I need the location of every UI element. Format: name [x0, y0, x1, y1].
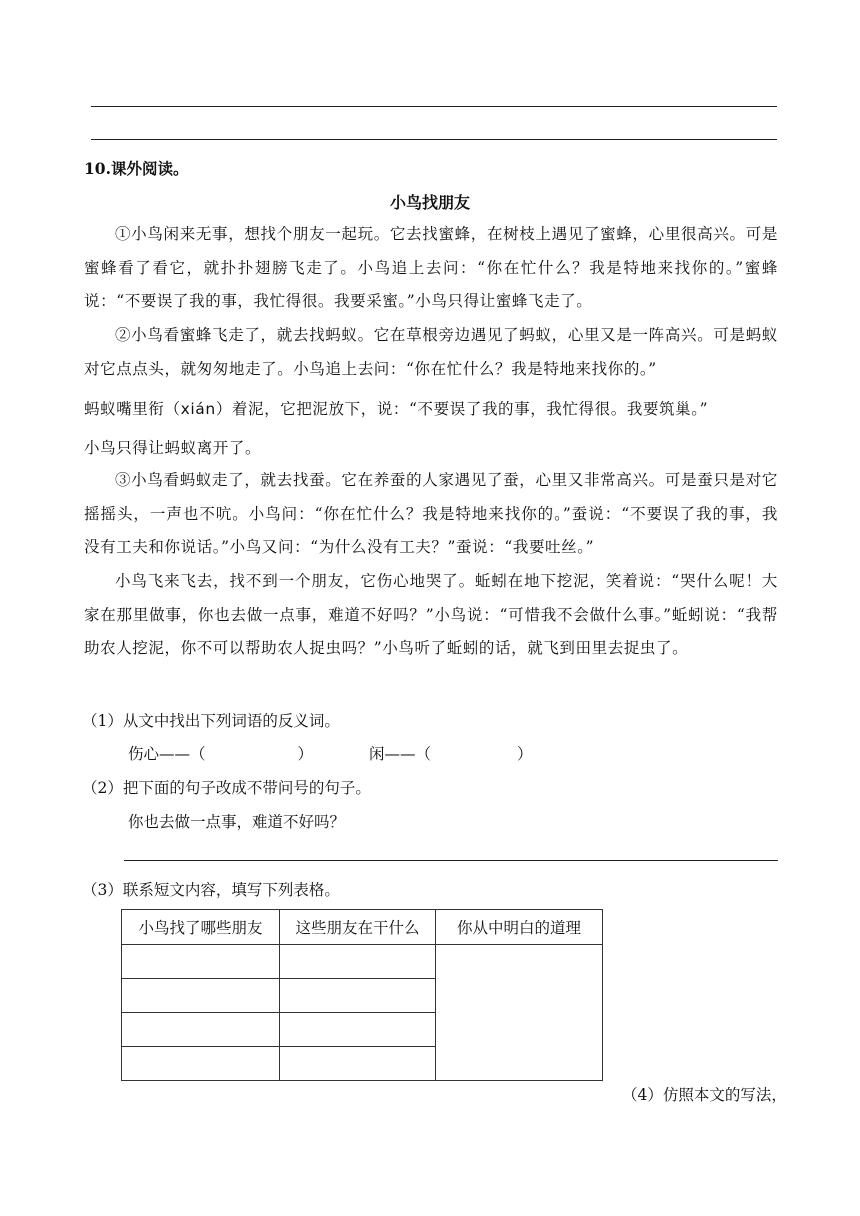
answer-line-top-2	[91, 139, 777, 140]
q4-prompt: （4）仿照本文的写法，	[622, 1086, 787, 1104]
q3-table-header-row	[122, 910, 603, 945]
q3-cell-doing-4[interactable]	[280, 1047, 436, 1081]
q3-header-friends: 小鸟找了哪些朋友	[122, 910, 280, 945]
q1-item-1-label: 伤心——（	[128, 745, 206, 763]
passage-paragraph-4: 小鸟飞来飞去，找不到一个朋友，它伤心地哭了。蚯蚓在地下挖泥，笑着说：“哭什么呢！大家在那里做事，你也去做一点事，难道不好吗？”小鸟说：“可惜我不会做什么事。”蚯蚓说：“我帮助农人挖泥，你不可以帮助农人捉虫吗？”小鸟听了蚯蚓的话，就飞到田里去捉虫了。	[84, 572, 778, 657]
q3-header-doing: 这些朋友在干什么	[280, 910, 436, 945]
q2-sentence: 你也去做一点事，难道不好吗？	[128, 813, 346, 831]
pinyin-xian: xián	[180, 400, 216, 418]
q1-item-2	[369, 742, 533, 764]
question-number-title: 10.课外阅读。	[84, 159, 189, 178]
passage-paragraph-2-line-4: 小鸟只得让蚂蚁离开了。	[84, 439, 262, 457]
q3-cell-friend-3[interactable]	[122, 1013, 280, 1047]
answer-line-top-1	[91, 106, 777, 107]
p2-line3-before: 蚂蚁嘴里衔（	[84, 400, 181, 418]
q3-cell-doing-1[interactable]	[280, 945, 436, 979]
q3-cell-friend-2[interactable]	[122, 979, 280, 1013]
passage-paragraph-2: ②小鸟看蜜蜂飞走了，就去找蚂蚁。它在草根旁边遇见了蚂蚁，心里又是一阵高兴。可是蚂蚁对它点点头，就匆匆地走了。小鸟追上去问：“你在忙什么？我是特地来找你的。”	[84, 326, 778, 378]
passage-title: 小鸟找朋友	[389, 193, 470, 212]
p2-line3-after: ）着泥，它把泥放下，说：“不要误了我的事，我忙得很。我要筑巢。”	[215, 400, 709, 418]
q3-cell-lesson[interactable]	[436, 945, 603, 1081]
q1-item-2-close: ）	[517, 745, 533, 763]
passage-paragraph-3: ③小鸟看蚂蚁走了，就去找蚕。它在养蚕的人家遇见了蚕，心里又非常高兴。可是蚕只是对它摇摇头，一声也不吭。小鸟问：“你在忙什么？我是特地来找你的。”蚕说：“不要误了我的事，我没有工夫和你说话。”小鸟又问：“为什么没有工夫？”蚕说：“我要吐丝。”	[84, 471, 778, 556]
q1-prompt: （1）从文中找出下列词语的反义词。	[82, 712, 340, 730]
q3-cell-doing-2[interactable]	[280, 979, 436, 1013]
q3-cell-friend-4[interactable]	[122, 1047, 280, 1081]
q1-item-2-label: 闲——（	[369, 745, 432, 763]
q2-prompt: （2）把下面的句子改成不带问号的句子。	[82, 779, 371, 797]
q3-cell-doing-3[interactable]	[280, 1013, 436, 1047]
q2-answer-line[interactable]	[124, 860, 778, 861]
q3-table	[121, 909, 603, 1081]
q1-item-1	[128, 742, 313, 764]
q3-header-lesson: 你从中明白的道理	[436, 910, 603, 945]
q3-cell-friend-1[interactable]	[122, 945, 280, 979]
q3-prompt: （3）联系短文内容，填写下列表格。	[82, 881, 340, 899]
passage-paragraph-2-line-3	[84, 397, 708, 419]
passage-paragraph-1: ①小鸟闲来无事，想找个朋友一起玩。它去找蜜蜂，在树枝上遇见了蜜蜂，心里很高兴。可是蜜蜂看了看它，就扑扑翅膀飞走了。小鸟追上去问：“你在忙什么？我是特地来找你的。”蜜蜂说：“不要误了我的事，我忙得很。我要采蜜。”小鸟只得让蜜蜂飞走了。	[84, 225, 778, 310]
table-row	[122, 945, 603, 979]
q1-item-1-close: ）	[297, 745, 314, 763]
